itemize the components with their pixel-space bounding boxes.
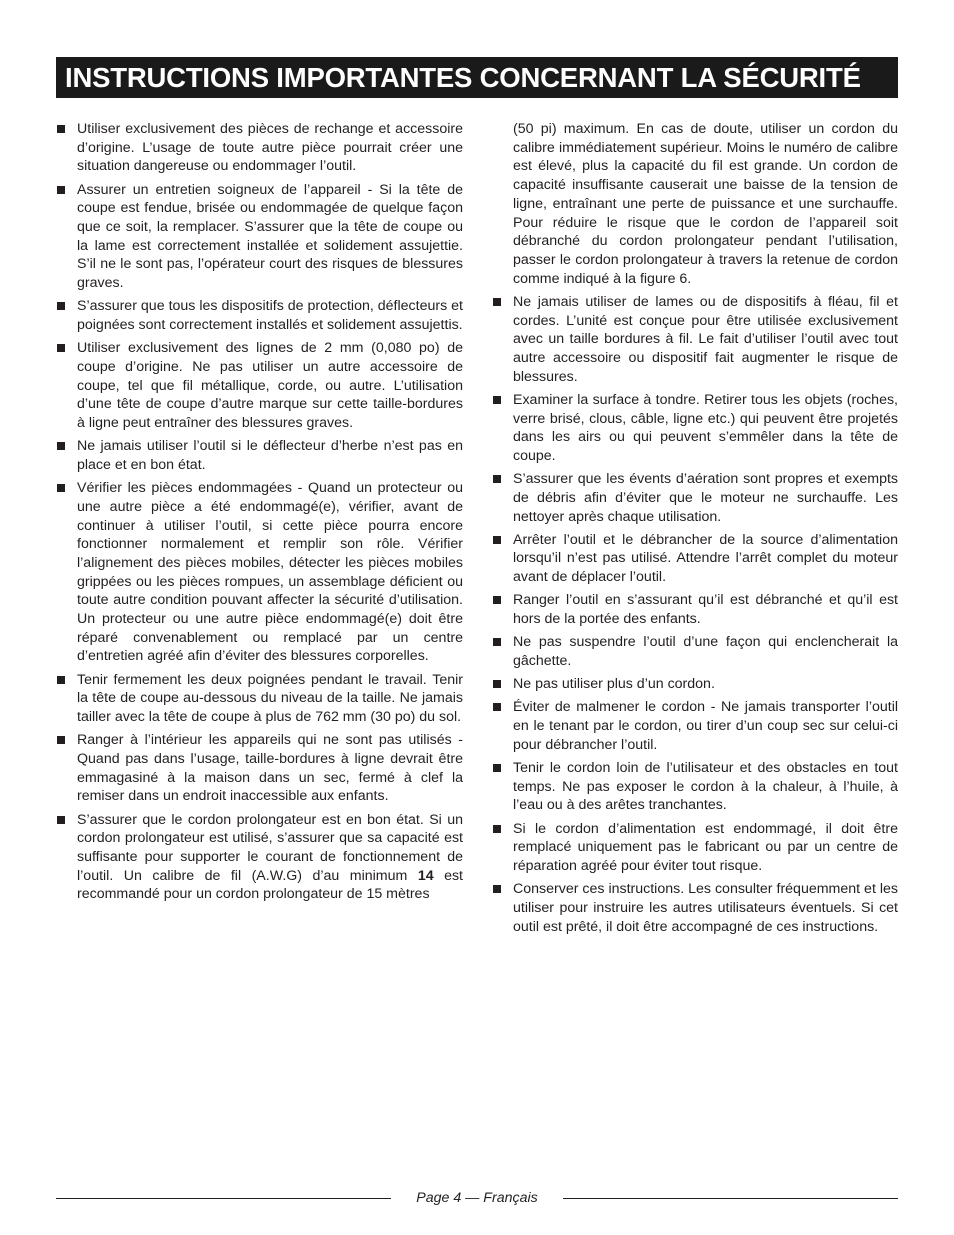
bullet-square-icon <box>57 484 65 492</box>
bullet-square-icon <box>57 186 65 194</box>
page-footer: Page 4 — Français <box>416 1190 538 1206</box>
list-item: Ne jamais utiliser de lames ou de dispositifs à fléau, fil et cordes. L’unité est conçue pour être utilisée exclusivement avec un taille bordures à fil. Le fait d’utiliser l’outil avec tout autre accessoire ou dispositif fait augmenter le risque de blessures. <box>492 293 898 387</box>
list-item: Vérifier les pièces endommagées - Quand un protecteur ou une autre pièce a été endommagé(e), vérifier, avant de continuer à utiliser l’outil, si cette pièce pourra encore fonctionner normalement et remplir son rôle. Vérifier l’alignement des pièces mobiles, détecter les pièces mobiles grippées ou les pièces rompues, un assemblage déficient ou toute autre condition pouvant affecter la sécurité d’utilisation. Un protecteur ou une autre pièce endommagé(e) doit être réparé convenablement ou remplacé par un centre d’entretien agréé afin d’éviter des blessures corporelles. <box>56 479 463 666</box>
bullet-square-icon <box>57 125 65 133</box>
bullet-square-icon <box>493 764 501 772</box>
list-item: Utiliser exclusivement des pièces de rechange et accessoire d’origine. L’usage de toute autre pièce pourrait créer une situation dangereuse ou endommager l’outil. <box>56 120 463 176</box>
bullet-square-icon <box>493 680 501 688</box>
bullet-square-icon <box>493 703 501 711</box>
bullet-square-icon <box>493 596 501 604</box>
bullet-square-icon <box>57 344 65 352</box>
list-item: Ranger l’outil en s’assurant qu’il est débranché et qu’il est hors de la portée des enfants. <box>492 591 898 628</box>
bullet-square-icon <box>57 302 65 310</box>
bullet-square-icon <box>493 475 501 483</box>
bullet-square-icon <box>493 396 501 404</box>
wire-gauge-value: 14 <box>417 867 434 884</box>
list-item: Si le cordon d’alimentation est endommagé, il doit être remplacé uniquement pas le fabricant ou par un centre de réparation agréé pour éviter tout risque. <box>492 820 898 876</box>
list-item: Utiliser exclusivement des lignes de 2 mm (0,080 po) de coupe d’origine. Ne pas utiliser un autre accessoire de coupe, tel que fil métallique, corde, ou autre. L’utilisation d’une tête de coupe d’autre marque sur cette taille-bordures à ligne peut entraîner des blessures graves. <box>56 339 463 433</box>
list-item: Ranger à l’intérieur les appareils qui ne sont pas utilisés - Quand pas dans l’usage, taille-bordures à ligne devrait être emmagasiné à la maison dans un sec, fermé à clef la remiser dans un endroit inaccessible aux enfants. <box>56 731 463 806</box>
list-item: Examiner la surface à tondre. Retirer tous les objets (roches, verre brisé, clous, câble, ligne etc.) qui peuvent être projetés dans les airs ou qui peuvent s’emmêler dans la tête de coupe. <box>492 391 898 466</box>
bullet-square-icon <box>493 638 501 646</box>
list-item: Ne jamais utiliser l’outil si le déflecteur d’herbe n’est pas en place et en bon état. <box>56 437 463 474</box>
list-item: Ne pas suspendre l’outil d’une façon qui enclencherait la gâchette. <box>492 633 898 670</box>
list-item: S’assurer que tous les dispositifs de protection, déflecteurs et poignées sont correctement installés et solidement assujettis. <box>56 297 463 334</box>
cord-item-continuation: (50 pi) maximum. En cas de doute, utiliser un cordon du calibre immédiatement supérieur. Moins le numéro de calibre est élevé, plus la capacité du fil est grande. Un cordon de capacité insuffisante causerait une baisse de la tension de ligne, entraînant une perte de puissance et une surchauffe. Pour réduire le risque que le cordon de l’appareil soit débranché du cordon prolongateur pendant l’utilisation, passer le cordon prolongateur à travers la retenue de cordon comme indiqué à la figure 6. <box>513 121 898 287</box>
left-column <box>56 120 463 909</box>
cord-text-start: S’assurer que le cordon prolongateur est en bon état. Si un cordon prolongateur est utilisé, s’assurer que sa capacité est suffisante pour supporter le courant de fonctionnement de l’outil. Un calibre de fil (A.W.G) d’au minimum <box>77 811 463 884</box>
bullet-square-icon <box>493 298 501 306</box>
bullet-square-icon <box>57 736 65 744</box>
bullet-square-icon <box>57 676 65 684</box>
list-item: Conserver ces instructions. Les consulter fréquemment et les utiliser pour instruire les autres utilisateurs éventuels. Si cet outil est prêté, il doit être accompagné de ces instructions. <box>492 880 898 936</box>
footer-divider-left <box>56 1198 391 1199</box>
bullet-square-icon <box>493 825 501 833</box>
bullet-square-icon <box>57 442 65 450</box>
list-item: S’assurer que les évents d’aération sont propres et exempts de débris afin d’éviter que le moteur ne surchauffe. Les nettoyer après chaque utilisation. <box>492 470 898 526</box>
list-item: Ne pas utiliser plus d’un cordon. <box>492 675 898 694</box>
bullet-square-icon <box>57 816 65 824</box>
cord-list-item <box>56 811 463 905</box>
list-item: Tenir le cordon loin de l’utilisateur et des obstacles en tout temps. Ne pas exposer le cordon à la chaleur, à l’huile, à l’eau ou à des arêtes tranchantes. <box>492 759 898 815</box>
list-item: Assurer un entretien soigneux de l’appareil - Si la tête de coupe est fendue, brisée ou endommagée de quelque façon que ce soit, la remplacer. S’assurer que la tête de coupe ou la lame est correctement installée et solidement assujettie. S’il ne le sont pas, l’opérateur court des risques de blessures graves. <box>56 181 463 293</box>
bullet-square-icon <box>493 536 501 544</box>
page-title: INSTRUCTIONS IMPORTANTES CONCERNANT LA SÉCURITÉ <box>56 57 898 98</box>
footer-divider-right <box>563 1198 898 1199</box>
list-item: Tenir fermement les deux poignées pendant le travail. Tenir la tête de coupe au-dessous du niveau de la taille. Ne jamais tailler avec la tête de coupe à plus de 762 mm (30 po) du sol. <box>56 671 463 727</box>
cord-text-end: est recommandé pour un cordon prolongateur de 15 mètres <box>77 867 463 903</box>
list-item: Éviter de malmener le cordon - Ne jamais transporter l’outil en le tenant par le cordon, ou tirer d’un coup sec sur celui-ci pour débrancher l’outil. <box>492 698 898 754</box>
right-column <box>492 120 898 941</box>
list-item: Arrêter l’outil et le débrancher de la source d’alimentation lorsqu’il n’est pas utilisé. Attendre l’arrêt complet du moteur avant de déplacer l’outil. <box>492 531 898 587</box>
bullet-square-icon <box>493 885 501 893</box>
